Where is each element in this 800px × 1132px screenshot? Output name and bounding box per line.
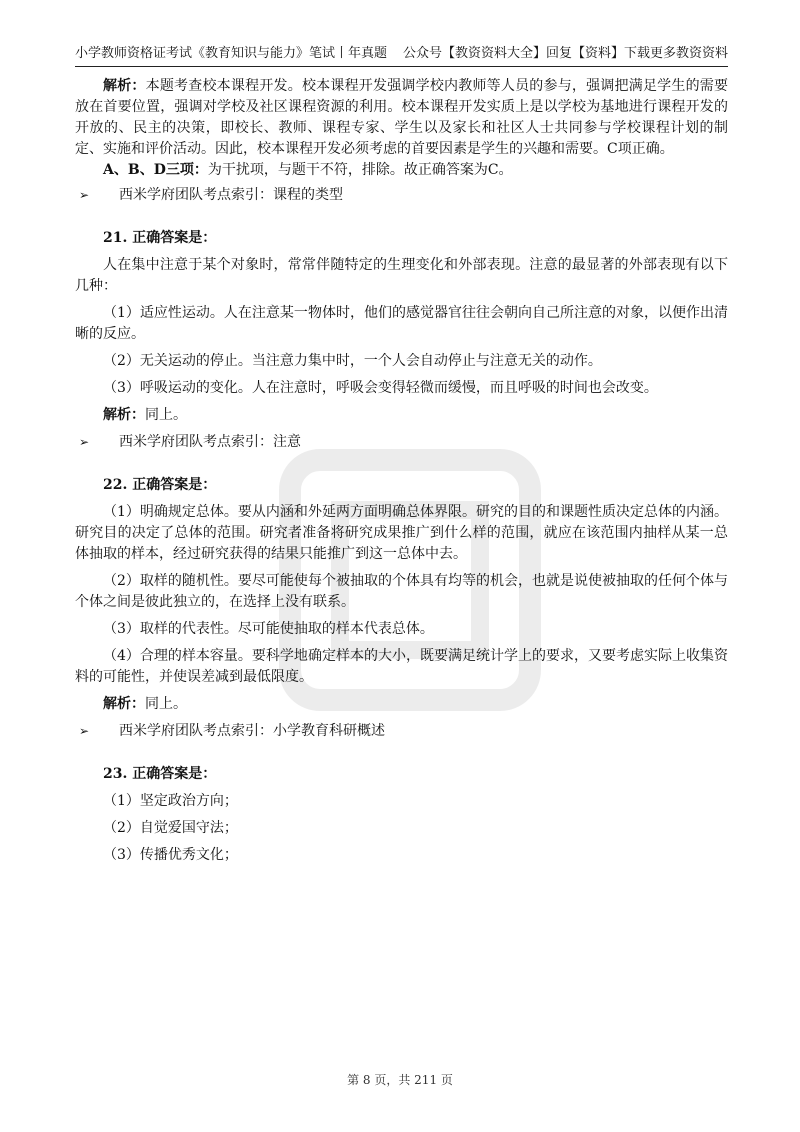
q21-title: 21. 正确答案是： bbox=[103, 230, 217, 246]
q23-item: （3）传播优秀文化； bbox=[103, 847, 238, 863]
q22-title: 22. 正确答案是： bbox=[103, 477, 217, 493]
q21-item: （3）呼吸运动的变化。人在注意时，呼吸会变得轻微而缓慢，而且呼吸的时间也会改变。 bbox=[103, 380, 658, 396]
header-title: 小学教师资格证考试《教育知识与能力》笔试丨年真题 bbox=[75, 46, 388, 61]
q20-index: ➢ 西米学府团队考点索引：课程的类型 bbox=[75, 185, 728, 206]
q22-item: （1）明确规定总体。要从内涵和外延两方面明确总体界限。研究的目的和课题性质决定总体的内涵。研究目的决定了总体的范围。研究者准备将研究成果推广到什么样的范围，就应在该范围内抽样从某一总体抽取的样本，经过研究获得的结果只能推广到这一总体中去。 bbox=[75, 504, 728, 562]
header-promo: 公众号【教资资料大全】回复【资料】下载更多教资资料 bbox=[402, 46, 728, 61]
q22-item: （3）取样的代表性。尽可能使抽取的样本代表总体。 bbox=[103, 621, 434, 637]
q20-abd-note: A、B、D三项：为干扰项，与题干不符，排除。故正确答案为C。 bbox=[103, 162, 513, 178]
q22-item: （2）取样的随机性。要尽可能使每个被抽取的个体具有均等的机会，也就是说使被抽取的任何个体与个体之间是彼此独立的，在选择上没有联系。 bbox=[75, 573, 728, 610]
q21-intro: 人在集中注意于某个对象时，常常伴随特定的生理变化和外部表现。注意的最显著的外部表现有以下几种： bbox=[75, 257, 728, 294]
page-footer: 第 8 页，共 211 页 bbox=[347, 1073, 453, 1087]
bullet-arrow-icon: ➢ bbox=[79, 188, 90, 202]
q23-item: （2）自觉爱国守法； bbox=[103, 820, 238, 836]
q21-item: （2）无关运动的停止。当注意力集中时，一个人会自动停止与注意无关的动作。 bbox=[103, 353, 602, 369]
q22-analysis: 解析：同上。 bbox=[103, 696, 187, 712]
bullet-arrow-icon: ➢ bbox=[79, 724, 90, 738]
q22-index: ➢ 西米学府团队考点索引：小学教育科研概述 bbox=[75, 721, 728, 742]
q21-item: （1）适应性运动。人在注意某一物体时，他们的感觉器官往往会朝向自己所注意的对象，以便作出清晰的反应。 bbox=[75, 305, 728, 342]
page-header bbox=[75, 44, 728, 67]
page-content bbox=[75, 76, 728, 866]
bullet-arrow-icon: ➢ bbox=[79, 435, 90, 449]
q21-index: ➢ 西米学府团队考点索引：注意 bbox=[75, 432, 728, 453]
q20-analysis: 解析：本题考查校本课程开发。校本课程开发强调学校内教师等人员的参与，强调把满足学生的需要放在首要位置，强调对学校及社区课程资源的利用。校本课程开发实质上是以学校为基地进行课程开发的开放的、民主的决策，即校长、教师、课程专家、学生以及家长和社区人士共同参与学校课程计划的制定、实施和评价活动。因此，校本课程开发必须考虑的首要因素是学生的兴趣和需要。C项正确。 bbox=[75, 78, 729, 157]
q23-item: （1）坚定政治方向； bbox=[103, 793, 238, 809]
q23-title: 23. 正确答案是： bbox=[103, 766, 217, 782]
q22-item: （4）合理的样本容量。要科学地确定样本的大小，既要满足统计学上的要求，又要考虑实际上收集资料的可能性，并使误差减到最低限度。 bbox=[75, 648, 728, 685]
q21-analysis: 解析：同上。 bbox=[103, 407, 187, 423]
